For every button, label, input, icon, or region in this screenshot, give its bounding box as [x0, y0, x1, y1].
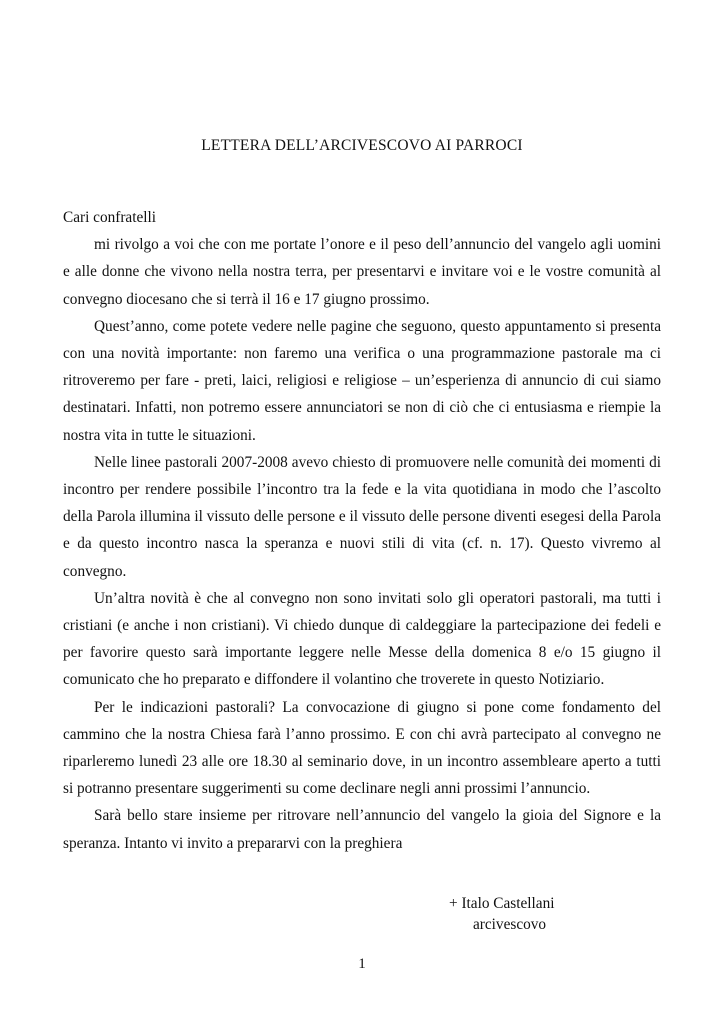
signature-name: + Italo Castellani	[449, 895, 555, 912]
signature-block	[449, 893, 554, 935]
letter-title: LETTERA DELL’ARCIVESCOVO AI PARROCI	[201, 137, 523, 154]
letter-body	[63, 204, 661, 857]
paragraph-6: Sarà bello stare insieme per ritrovare nell’annuncio del vangelo la gioia del Signore e la speranza. Intanto vi invito a prepararvi con la preghiera	[63, 807, 661, 852]
paragraph-4: Un’altra novità è che al convegno non sono invitati solo gli operatori pastorali, ma tutti i cristiani (e anche i non cristiani). Vi chiedo dunque di caldeggiare la partecipazione dei fedeli e per favorire questo sarà importante leggere nelle Messe della domenica 8 e/o 15 giugno il comunicato che ho preparato e diffondere il volantino che troverete in questo Notiziario.	[63, 589, 661, 689]
paragraph-2: Quest’anno, come potete vedere nelle pagine che seguono, questo appuntamento si presenta con una novità importante: non faremo una verifica o una programmazione pastorale ma ci ritroveremo per fare - preti, laici, religiosi e religiose – un’esperienza di annuncio di cui siamo destinatari. Infatti, non potremo essere annunciatori se non di ciò che ci entusiasma e riempie la nostra vita in tutte le situazioni.	[63, 317, 661, 444]
salutation: Cari confratelli	[63, 209, 157, 226]
paragraph-3: Nelle linee pastorali 2007-2008 avevo chiesto di promuovere nelle comunità dei momenti di incontro per rendere possibile l’incontro tra la fede e la vita quotidiana in modo che l’ascolto della Parola illumina il vissuto delle persone e il vissuto delle persone diventi esegesi della Parola e da questo incontro nasca la speranza e nuovi stili di vita (cf. n. 17). Questo vivremo al convegno.	[63, 453, 661, 580]
paragraph-1: mi rivolgo a voi che con me portate l’onore e il peso dell’annuncio del vangelo agli uomini e alle donne che vivono nella nostra terra, per presentarvi e invitare voi e le vostre comunità al convegno diocesano che si terrà il 16 e 17 giugno prossimo.	[63, 236, 661, 308]
page-number: 1	[358, 956, 366, 972]
signature-role: arcivescovo	[473, 916, 547, 933]
paragraph-5: Per le indicazioni pastorali? La convocazione di giugno si pone come fondamento del cammino che la nostra Chiesa farà l’anno prossimo. E con chi avrà partecipato al convegno ne riparleremo lunedì 23 alle ore 18.30 al seminario dove, in un incontro assembleare aperto a tutti si potranno presentare suggerimenti su come declinare negli anni prossimi l’annuncio.	[63, 698, 661, 798]
